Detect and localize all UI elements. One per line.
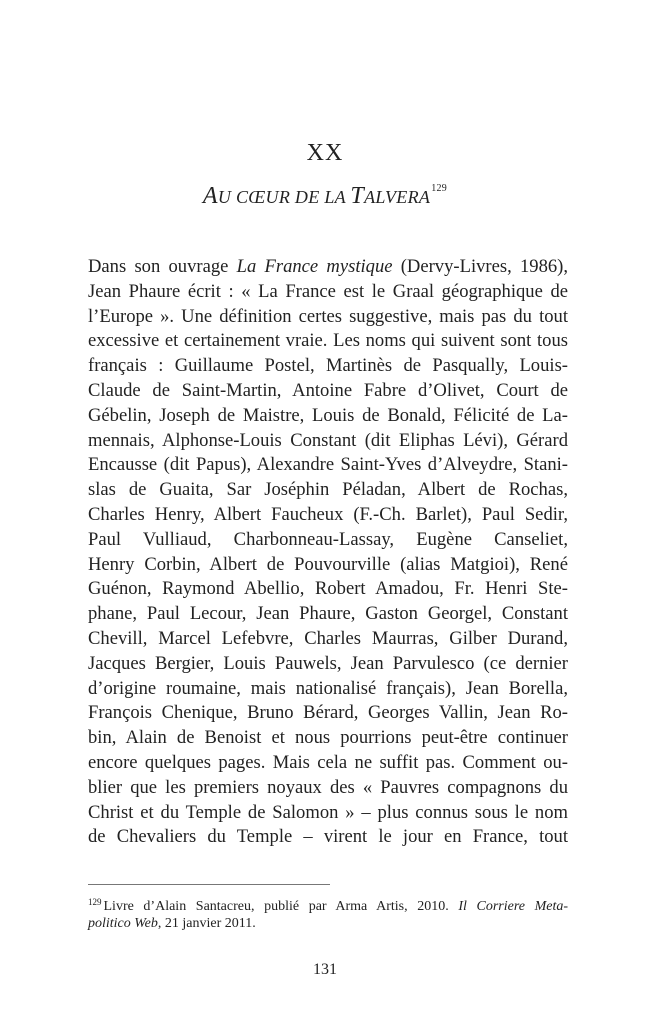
- footnote-separator: [88, 884, 330, 885]
- body-line: François Chenique, Bruno Bérard, Georges Vallin, Jean Ro-: [88, 702, 568, 724]
- body-line: Jacques Bergier, Louis Pauwels, Jean Parvulesco (ce dernier: [88, 652, 568, 674]
- chapter-number: XX: [306, 140, 344, 166]
- chapter-title-part-u: U C: [217, 187, 249, 207]
- body-line: Gébelin, Joseph de Maistre, Louis de Bonald, Félicité de La-: [88, 404, 568, 426]
- body-line: bin, Alain de Benoist et nous pourrions peut-être continuer: [88, 727, 568, 749]
- body-line: Encausse (dit Papus), Alexandre Saint-Yves d’Alveydre, Stani-: [88, 454, 568, 476]
- body-line: excessive et certainement vraie. Les noms qui suivent sont tous: [88, 330, 568, 352]
- body-line: Paul Vulliaud, Charbonneau-Lassay, Eugène Canseliet,: [88, 528, 568, 550]
- body-line: l’Europe ». Une définition certes suggestive, mais pas du tout: [88, 305, 568, 327]
- footnote-italic: politico Web: [88, 916, 158, 931]
- body-line: Guénon, Raymond Abellio, Robert Amadou, Fr. Henri Ste-: [88, 578, 568, 600]
- body-line: Jean Phaure écrit : « La France est le Graal géographique de: [88, 280, 568, 302]
- chapter-title-part-alvera: ALVERA: [364, 187, 431, 207]
- body-line: Claude de Saint-Martin, Antoine Fabre d’Olivet, Court de: [88, 379, 568, 401]
- body-line: blier que les premiers noyaux des « Pauvres compagnons du: [88, 776, 568, 798]
- footnote-italic: Il Corriere Meta-: [458, 899, 568, 914]
- body-line: d’origine roumaine, mais nationalisé français), Jean Borella,: [88, 677, 568, 699]
- chapter-footnote-ref: 129: [431, 183, 448, 194]
- body-line: encore quelques pages. Mais cela ne suffit pas. Comment ou-: [88, 751, 568, 773]
- footnote-text: , 21 janvier 2011.: [157, 916, 256, 931]
- chapter-title-initial-t: T: [350, 183, 365, 209]
- chapter-title-initial-a: A: [202, 183, 218, 209]
- body-line: Charles Henry, Albert Faucheux (F.-Ch. Barlet), Paul Sedir,: [88, 503, 568, 525]
- body-line-segment: (Dervy-Livres, 1986),: [392, 256, 568, 277]
- body-line: français : Guillaume Postel, Martinès de Pasqually, Louis-: [88, 355, 568, 377]
- page-number: 131: [313, 961, 337, 978]
- body-line-segment: Dans son ouvrage: [88, 256, 237, 277]
- footnote: [88, 891, 568, 935]
- body-line: mennais, Alphonse-Louis Constant (dit Eliphas Lévi), Gérard: [88, 429, 568, 451]
- footnote-line: [88, 913, 568, 935]
- chapter-title-part-coeur: ŒUR DE LA: [248, 187, 351, 207]
- body-line: Chevill, Marcel Lefebvre, Charles Maurras, Gilber Durand,: [88, 627, 568, 649]
- body-line: de Chevaliers du Temple – virent le jour en France, tout: [88, 826, 568, 848]
- body-line: Henry Corbin, Albert de Pouvourville (alias Matgioi), René: [88, 553, 568, 575]
- body-line: Christ et du Temple de Salomon » – plus connus sous le nom: [88, 801, 568, 823]
- body-line: slas de Guaita, Sar Joséphin Péladan, Albert de Rochas,: [88, 479, 568, 501]
- body-text: [88, 255, 568, 850]
- footnote-number: 129: [88, 897, 102, 907]
- chapter-title: [0, 183, 650, 210]
- book-title-italic: La France mystique: [236, 256, 393, 277]
- body-line: phane, Paul Lecour, Jean Phaure, Gaston Georgel, Constant: [88, 603, 568, 625]
- footnote-line: [88, 891, 568, 913]
- body-line: [88, 255, 568, 280]
- footnote-text: Livre d’Alain Santacreu, publié par Arma Artis, 2010.: [103, 899, 459, 914]
